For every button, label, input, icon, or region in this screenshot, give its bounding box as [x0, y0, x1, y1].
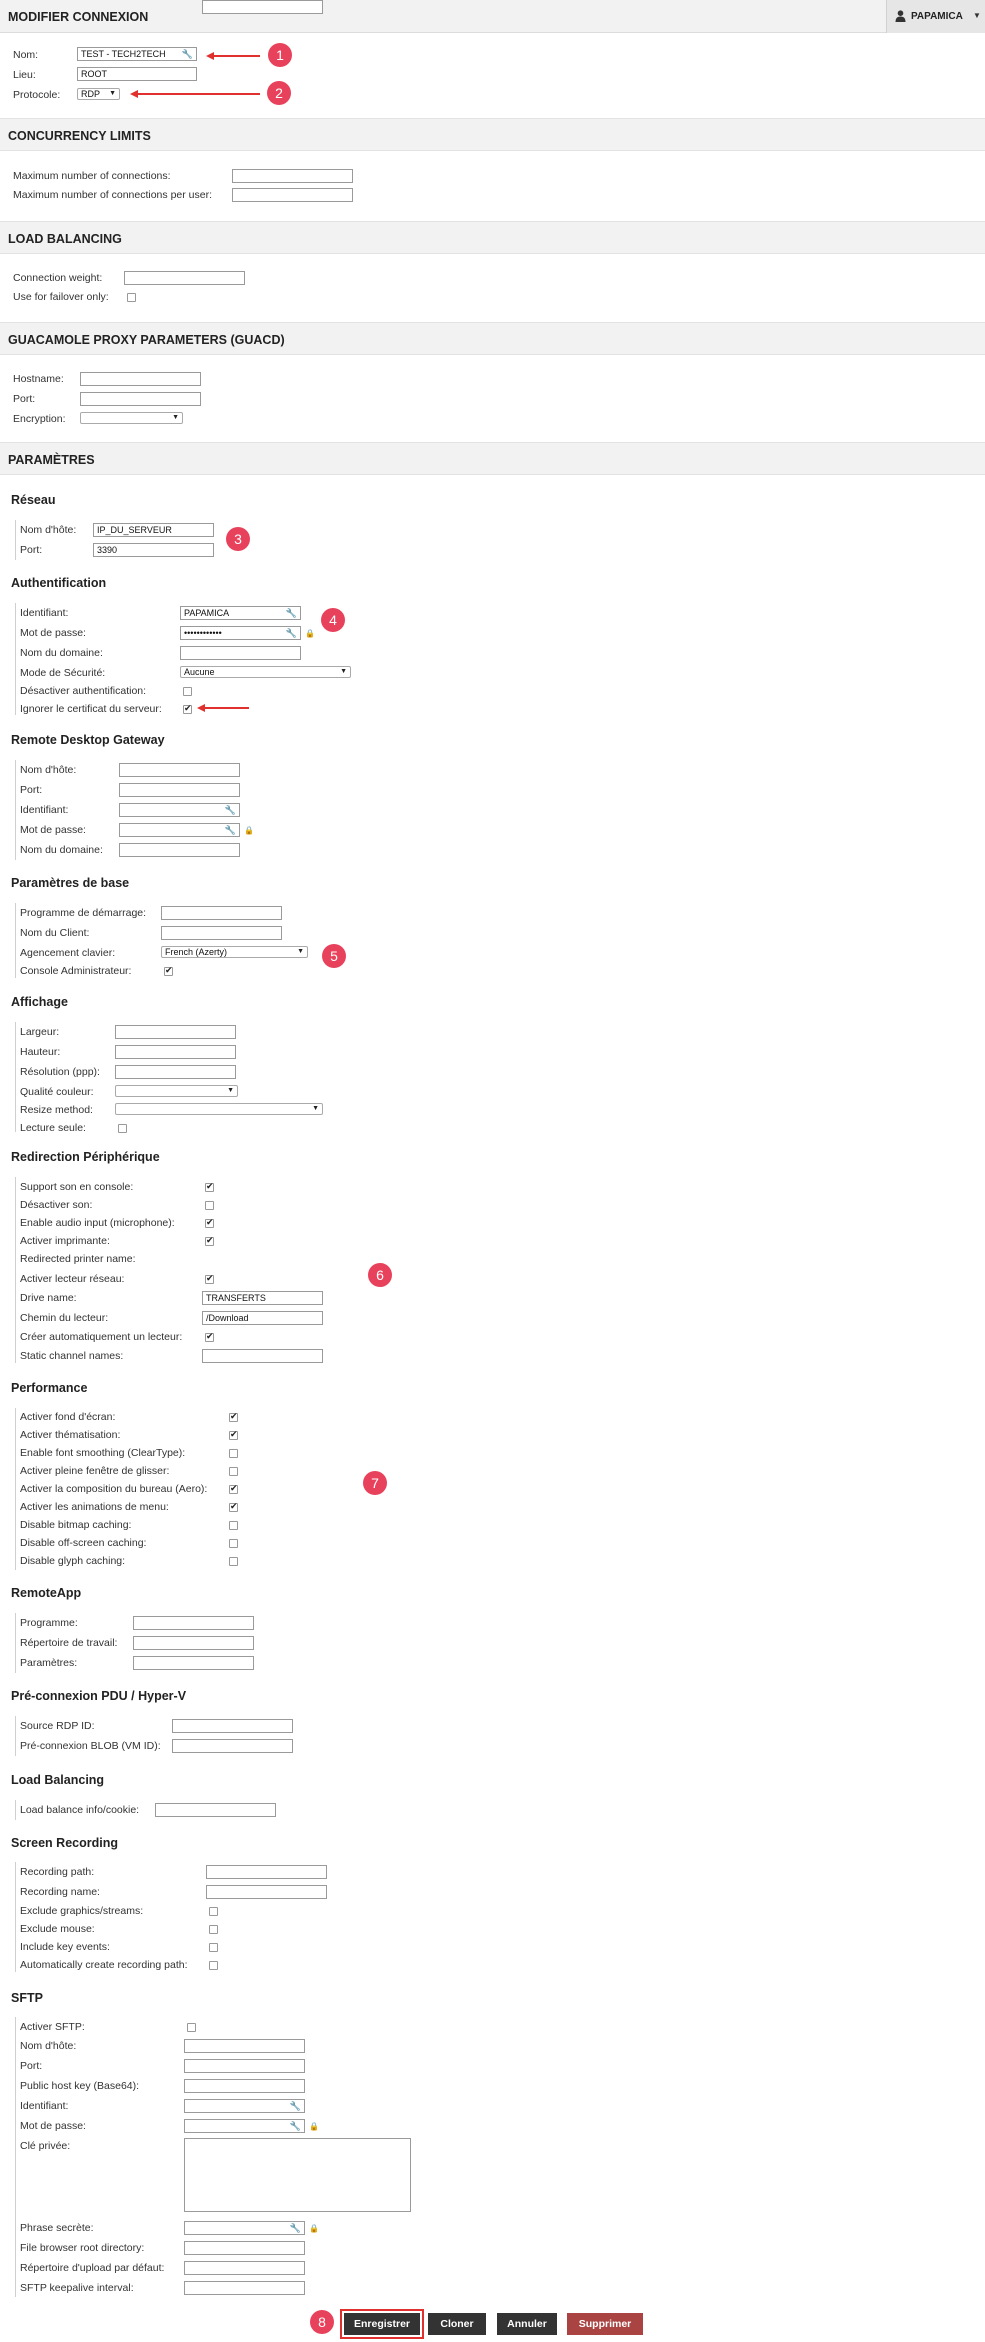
divider	[15, 1613, 16, 1673]
drive-name-label: Drive name:	[20, 1292, 77, 1304]
divider	[15, 1022, 16, 1132]
static-channels-input[interactable]	[202, 1349, 323, 1363]
subsection-auth: Authentification	[11, 576, 107, 590]
theming-checkbox[interactable]: ✔	[230, 1429, 238, 1439]
client-name-input[interactable]	[161, 926, 282, 940]
offscreen-caching-label: Disable off-screen caching:	[20, 1537, 147, 1549]
name-label: Nom:	[13, 49, 39, 61]
wrench-icon: 🔧	[289, 2223, 301, 2233]
weight-label: Connection weight:	[13, 272, 103, 284]
weight-input[interactable]	[124, 271, 245, 285]
wrench-icon: 🔧	[285, 628, 297, 638]
glyph-caching-label: Disable glyph caching:	[20, 1555, 126, 1567]
gateway-host-input[interactable]	[119, 763, 240, 777]
encryption-select[interactable]	[80, 412, 183, 424]
gateway-user-label: Identifiant:	[20, 804, 69, 816]
glyph-caching-checkbox[interactable]	[229, 1557, 238, 1566]
annotation-marker-2: 2	[267, 81, 291, 105]
section-load-balancing: LOAD BALANCING	[0, 221, 985, 254]
printing-label: Activer imprimante:	[20, 1235, 110, 1247]
gateway-pass-input[interactable]	[119, 823, 240, 837]
sftp-private-key-label: Clé privée:	[20, 2140, 71, 2152]
full-window-drag-label: Activer pleine fenêtre de glisser:	[20, 1465, 170, 1477]
include-keys-label: Include key events:	[20, 1941, 110, 1953]
recording-name-input[interactable]	[206, 1885, 327, 1899]
audio-input-checkbox[interactable]: ✔	[206, 1217, 214, 1227]
auth-user-label: Identifiant:	[20, 607, 69, 619]
sftp-port-input[interactable]	[184, 2059, 305, 2073]
startup-label: Programme de démarrage:	[20, 907, 147, 919]
sftp-user-label: Identifiant:	[20, 2100, 69, 2112]
auth-domain-input[interactable]	[180, 646, 301, 660]
subsection-remoteapp: RemoteApp	[11, 1586, 82, 1600]
protocol-select[interactable]: RDP ▼	[77, 88, 120, 100]
divider	[15, 1716, 16, 1756]
failover-label: Use for failover only:	[13, 291, 109, 303]
section-parameters: PARAMÈTRES	[0, 442, 985, 475]
hostname-label: Hostname:	[13, 373, 64, 385]
dpi-label: Résolution (ppp):	[20, 1066, 100, 1078]
user-name: PAPAMICA	[911, 11, 963, 22]
admin-console-label: Console Administrateur:	[20, 965, 132, 977]
preconnection-blob-label: Pré-connexion BLOB (VM ID):	[20, 1740, 161, 1752]
max-per-user-input[interactable]	[232, 188, 353, 202]
sftp-user-input[interactable]	[184, 2099, 305, 2113]
wrench-icon: 🔧	[224, 805, 236, 815]
drive-path-label: Chemin du lecteur:	[20, 1312, 109, 1324]
disable-auth-checkbox[interactable]	[183, 687, 192, 696]
sftp-upload-dir-input[interactable]	[184, 2261, 305, 2275]
annotation-marker-7: 7	[363, 1471, 387, 1495]
annotation-marker-4: 4	[321, 608, 345, 632]
chevron-down-icon: ▼	[973, 11, 981, 20]
failover-checkbox[interactable]	[127, 293, 136, 302]
create-drive-label: Créer automatiquement un lecteur:	[20, 1331, 183, 1343]
chevron-down-icon: ▼	[340, 668, 347, 675]
sftp-pass-input[interactable]	[184, 2119, 305, 2133]
user-icon	[895, 10, 906, 22]
recording-name-label: Recording name:	[20, 1886, 100, 1898]
printer-name-label: Redirected printer name:	[20, 1253, 136, 1265]
theming-label: Activer thématisation:	[20, 1429, 121, 1441]
console-audio-checkbox[interactable]: ✔	[206, 1181, 214, 1191]
remoteapp-program-label: Programme:	[20, 1617, 78, 1629]
divider	[15, 1800, 16, 1820]
chevron-down-icon: ▼	[312, 1105, 319, 1112]
sftp-enable-checkbox[interactable]	[187, 2023, 196, 2032]
sftp-upload-dir-label: Répertoire d'upload par défaut:	[20, 2262, 165, 2274]
full-window-drag-checkbox[interactable]	[229, 1467, 238, 1476]
color-depth-select[interactable]	[115, 1085, 238, 1097]
bitmap-caching-checkbox[interactable]	[229, 1521, 238, 1530]
font-smoothing-label: Enable font smoothing (ClearType):	[20, 1447, 186, 1459]
user-menu-button[interactable]	[886, 0, 985, 33]
section-concurrency: CONCURRENCY LIMITS	[0, 118, 985, 151]
network-host-input[interactable]: IP_DU_SERVEUR	[93, 523, 214, 537]
wrench-icon: 🔧	[181, 49, 193, 59]
sftp-host-key-label: Public host key (Base64):	[20, 2080, 140, 2092]
subsection-lb: Load Balancing	[11, 1773, 105, 1787]
page-title: MODIFIER CONNEXION	[8, 10, 149, 24]
sftp-enable-label: Activer SFTP:	[20, 2021, 85, 2033]
subsection-sftp: SFTP	[11, 1991, 43, 2005]
max-connections-label: Maximum number of connections:	[13, 170, 171, 182]
remoteapp-program-input[interactable]	[133, 1616, 254, 1630]
printer-name-input[interactable]	[202, 0, 323, 14]
sftp-host-label: Nom d'hôte:	[20, 2040, 77, 2052]
divider	[15, 603, 16, 715]
keyboard-select[interactable]: French (Azerty) ▼	[161, 946, 308, 958]
gateway-domain-label: Nom du domaine:	[20, 844, 103, 856]
encryption-label: Encryption:	[13, 413, 66, 425]
divider	[15, 1862, 16, 1972]
desktop-composition-label: Activer la composition du bureau (Aero):	[20, 1483, 208, 1495]
gateway-host-label: Nom d'hôte:	[20, 764, 77, 776]
wrench-icon: 🔧	[285, 608, 297, 618]
wrench-icon: 🔧	[289, 2101, 301, 2111]
annotation-marker-8: 8	[310, 2310, 334, 2334]
resize-method-label: Resize method:	[20, 1104, 93, 1116]
sftp-passphrase-input[interactable]	[184, 2221, 305, 2235]
protocol-label: Protocole:	[13, 89, 61, 101]
lb-cookie-input[interactable]	[155, 1803, 276, 1817]
exclude-mouse-checkbox[interactable]	[209, 1925, 218, 1934]
annotation-marker-6: 6	[368, 1263, 392, 1287]
startup-input[interactable]	[161, 906, 282, 920]
chevron-down-icon: ▼	[297, 948, 304, 955]
disable-audio-checkbox[interactable]	[205, 1201, 214, 1210]
chevron-down-icon: ▼	[172, 414, 179, 421]
height-input[interactable]	[115, 1045, 236, 1059]
save-button[interactable]: Enregistrer	[344, 2313, 420, 2335]
divider	[15, 2017, 16, 2297]
remoteapp-dir-input[interactable]	[133, 1636, 254, 1650]
lock-icon[interactable]: 🔒	[309, 2122, 319, 2131]
audio-input-label: Enable audio input (microphone):	[20, 1217, 175, 1229]
create-path-checkbox[interactable]	[209, 1961, 218, 1970]
location-input[interactable]: ROOT	[77, 67, 197, 81]
offscreen-caching-checkbox[interactable]	[229, 1539, 238, 1548]
wrench-icon: 🔧	[224, 825, 236, 835]
auth-pass-input[interactable]: •••••••••••• 🔧	[180, 626, 301, 640]
gateway-domain-input[interactable]	[119, 843, 240, 857]
sftp-root-dir-label: File browser root directory:	[20, 2242, 145, 2254]
exclude-mouse-label: Exclude mouse:	[20, 1923, 95, 1935]
drive-path-input[interactable]: /Download	[202, 1311, 323, 1325]
network-port-label: Port:	[20, 544, 43, 556]
readonly-checkbox[interactable]	[118, 1124, 127, 1133]
height-label: Hauteur:	[20, 1046, 61, 1058]
auth-user-input[interactable]: PAPAMICA 🔧	[180, 606, 301, 620]
gateway-port-label: Port:	[20, 784, 43, 796]
subsection-gateway: Remote Desktop Gateway	[11, 733, 165, 747]
remoteapp-dir-label: Répertoire de travail:	[20, 1637, 118, 1649]
location-label: Lieu:	[13, 69, 36, 81]
security-mode-select[interactable]: Aucune ▼	[180, 666, 351, 678]
sftp-pass-label: Mot de passe:	[20, 2120, 86, 2132]
section-guacd: GUACAMOLE PROXY PARAMETERS (GUACD)	[0, 322, 985, 355]
desktop-composition-checkbox[interactable]: ✔	[230, 1483, 238, 1493]
cancel-button[interactable]: Annuler	[497, 2313, 557, 2335]
color-depth-label: Qualité couleur:	[20, 1086, 94, 1098]
width-label: Largeur:	[20, 1026, 60, 1038]
divider	[15, 760, 16, 860]
subsection-recording: Screen Recording	[11, 1836, 118, 1850]
wallpaper-label: Activer fond d'écran:	[20, 1411, 116, 1423]
subsection-display: Affichage	[11, 995, 68, 1009]
hostname-input[interactable]	[80, 372, 201, 386]
subsection-network: Réseau	[11, 493, 56, 507]
save-button-highlight	[340, 2309, 424, 2339]
network-port-input[interactable]: 3390	[93, 543, 214, 557]
subsection-redirection: Redirection Périphérique	[11, 1150, 160, 1164]
exclude-output-label: Exclude graphics/streams:	[20, 1905, 144, 1917]
admin-console-checkbox[interactable]: ✔	[165, 965, 173, 975]
subsection-performance: Performance	[11, 1381, 88, 1395]
subsection-basic: Paramètres de base	[11, 876, 130, 890]
annotation-marker-5: 5	[322, 944, 346, 968]
sftp-host-input[interactable]	[184, 2039, 305, 2053]
console-audio-label: Support son en console:	[20, 1181, 134, 1193]
annotation-marker-3: 3	[226, 527, 250, 551]
auth-pass-label: Mot de passe:	[20, 627, 86, 639]
annotation-arrowhead	[206, 52, 214, 60]
auth-domain-label: Nom du domaine:	[20, 647, 103, 659]
include-keys-checkbox[interactable]	[209, 1943, 218, 1952]
clone-button[interactable]: Cloner	[428, 2313, 486, 2335]
recording-path-input[interactable]	[206, 1865, 327, 1879]
sftp-port-label: Port:	[20, 2060, 43, 2072]
gateway-user-input[interactable]	[119, 803, 240, 817]
top-bar	[0, 0, 985, 33]
disable-audio-label: Désactiver son:	[20, 1199, 93, 1211]
lock-icon[interactable]: 🔒	[305, 629, 315, 638]
font-smoothing-checkbox[interactable]	[229, 1449, 238, 1458]
subsection-preconnection: Pré-connexion PDU / Hyper-V	[11, 1689, 187, 1703]
delete-button[interactable]: Supprimer	[567, 2313, 643, 2335]
divider	[15, 1408, 16, 1570]
readonly-label: Lecture seule:	[20, 1122, 86, 1134]
gateway-port-input[interactable]	[119, 783, 240, 797]
sftp-keepalive-input[interactable]	[184, 2281, 305, 2295]
drive-checkbox[interactable]: ✔	[206, 1273, 214, 1283]
chevron-down-icon: ▼	[227, 1087, 234, 1094]
wallpaper-checkbox[interactable]: ✔	[230, 1411, 238, 1421]
annotation-arrow	[136, 93, 260, 95]
lb-cookie-label: Load balance info/cookie:	[20, 1804, 140, 1816]
divider	[15, 903, 16, 978]
network-host-label: Nom d'hôte:	[20, 524, 77, 536]
width-input[interactable]	[115, 1025, 236, 1039]
annotation-arrowhead	[130, 90, 138, 98]
chevron-down-icon: ▼	[109, 90, 116, 97]
sftp-root-dir-input[interactable]	[184, 2241, 305, 2255]
wrench-icon: 🔧	[289, 2121, 301, 2131]
gateway-pass-label: Mot de passe:	[20, 824, 86, 836]
port-label: Port:	[13, 393, 36, 405]
sftp-keepalive-label: SFTP keepalive interval:	[20, 2282, 134, 2294]
static-channels-label: Static channel names:	[20, 1350, 124, 1362]
annotation-marker-1: 1	[268, 43, 292, 67]
sftp-passphrase-label: Phrase secrète:	[20, 2222, 94, 2234]
remoteapp-args-input[interactable]	[133, 1656, 254, 1670]
max-connections-input[interactable]	[232, 169, 353, 183]
lock-icon[interactable]: 🔒	[309, 2224, 319, 2233]
disable-auth-label: Désactiver authentification:	[20, 685, 147, 697]
preconnection-id-label: Source RDP ID:	[20, 1720, 95, 1732]
lock-icon[interactable]: 🔒	[244, 826, 254, 835]
preconnection-id-input[interactable]	[172, 1719, 293, 1733]
annotation-arrowhead	[197, 704, 205, 712]
bitmap-caching-label: Disable bitmap caching:	[20, 1519, 132, 1531]
divider	[15, 1177, 16, 1363]
ignore-cert-label: Ignorer le certificat du serveur:	[20, 703, 162, 715]
drive-label: Activer lecteur réseau:	[20, 1273, 125, 1285]
drive-name-input[interactable]: TRANSFERTS	[202, 1291, 323, 1305]
menu-animations-label: Activer les animations de menu:	[20, 1501, 169, 1513]
name-input[interactable]: TEST - TECH2TECH 🔧	[77, 47, 197, 61]
ignore-cert-checkbox[interactable]: ✔	[184, 703, 192, 713]
client-name-label: Nom du Client:	[20, 927, 90, 939]
menu-animations-checkbox[interactable]: ✔	[230, 1501, 238, 1511]
sftp-host-key-input[interactable]	[184, 2079, 305, 2093]
resize-method-select[interactable]	[115, 1103, 323, 1115]
printing-checkbox[interactable]: ✔	[206, 1235, 214, 1245]
port-input[interactable]	[80, 392, 201, 406]
annotation-arrow	[203, 707, 249, 709]
create-path-label: Automatically create recording path:	[20, 1959, 188, 1971]
exclude-output-checkbox[interactable]	[209, 1907, 218, 1916]
divider	[15, 520, 16, 560]
keyboard-label: Agencement clavier:	[20, 947, 116, 959]
remoteapp-args-label: Paramètres:	[20, 1657, 78, 1669]
annotation-arrow	[212, 55, 260, 57]
create-drive-checkbox[interactable]: ✔	[206, 1331, 214, 1341]
max-per-user-label: Maximum number of connections per user:	[13, 189, 213, 201]
dpi-input[interactable]	[115, 1065, 236, 1079]
security-mode-label: Mode de Sécurité:	[20, 667, 106, 679]
recording-path-label: Recording path:	[20, 1866, 95, 1878]
sftp-private-key-textarea[interactable]	[184, 2138, 411, 2212]
preconnection-blob-input[interactable]	[172, 1739, 293, 1753]
